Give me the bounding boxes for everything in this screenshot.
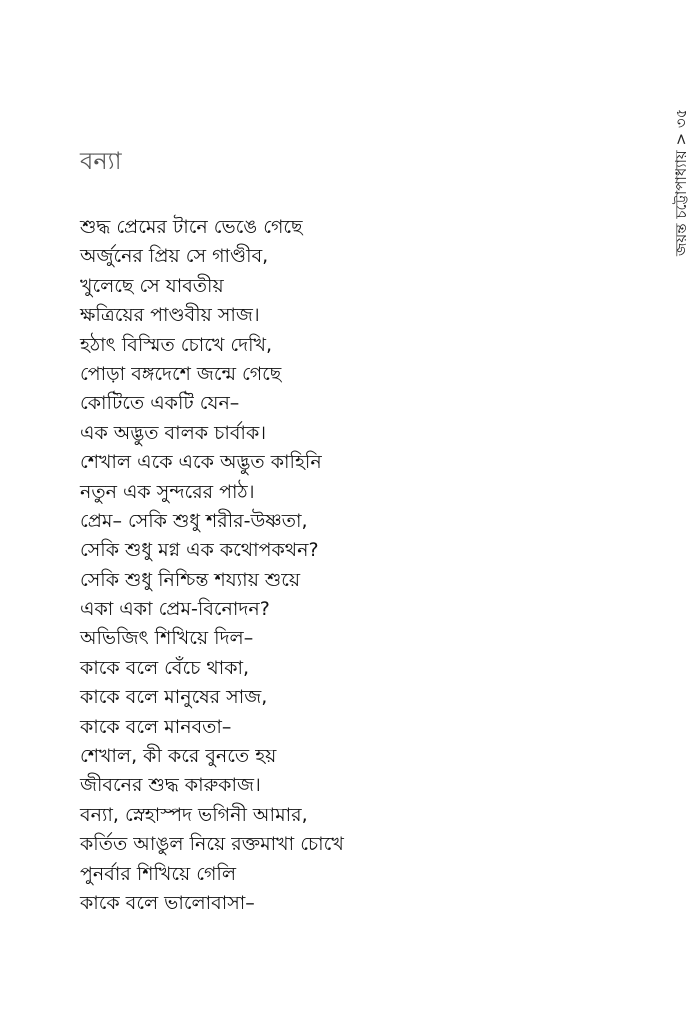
running-head	[670, 86, 692, 256]
poem-line: ক্ষত্রিয়ের পাণ্ডবীয় সাজ।	[80, 304, 260, 327]
poem-body	[80, 213, 344, 918]
poem-line: কাকে বলে মানবতা–	[80, 715, 232, 738]
poem-line: শেখাল একে একে অদ্ভুত কাহিনি	[80, 451, 322, 474]
poem-line: হঠাৎ বিস্মিত চোখে দেখি,	[80, 333, 273, 356]
poem-line: অভিজিৎ শিখিয়ে দিল–	[80, 627, 254, 650]
poem-line: সেকি শুধু মগ্ন এক কথোপকথন?	[80, 539, 319, 562]
poem-title: বন্যা	[80, 147, 122, 175]
poem-line: শুদ্ধ প্রেমের টানে ভেঙে গেছে	[80, 216, 303, 238]
poem-line: কাকে বলে বেঁচে থাকা,	[80, 656, 250, 679]
running-head-text: জয়ন্ত চট্টোপাধ্যায় > ৩৫	[672, 108, 690, 256]
poem-line: এক অদ্ভুত বালক চার্বাক।	[80, 421, 267, 444]
poem-line: নতুন এক সুন্দরের পাঠ।	[80, 480, 255, 503]
poem-line: একা একা প্রেম-বিনোদন?	[80, 598, 270, 621]
poem-line: কর্তিত আঙুল নিয়ে রক্তমাখা চোখে	[80, 833, 344, 856]
poem-line: কোটিতে একটি যেন–	[80, 392, 240, 415]
poem-line: সেকি শুধু নিশ্চিন্ত শয্যায় শুয়ে	[80, 568, 301, 591]
poem-line: প্রেম– সেকি শুধু শরীর-উষ্ণতা,	[80, 509, 308, 532]
poem-line: খুলেছে সে যাবতীয়	[80, 274, 224, 297]
poem-line: শেখাল, কী করে বুনতে হয়	[80, 745, 277, 768]
poem-line: জীবনের শুদ্ধ কারুকাজ।	[80, 774, 261, 797]
poem-line: পোড়া বঙ্গদেশে জন্মে গেছে	[80, 362, 282, 385]
poem-line: পুনর্বার শিখিয়ে গেলি	[80, 862, 237, 885]
poem-line: অর্জুনের প্রিয় সে গাণ্ডীব,	[80, 245, 269, 268]
poem-line: কাকে বলে ভালোবাসা–	[80, 891, 255, 914]
poem-line: কাকে বলে মানুষের সাজ,	[80, 686, 268, 709]
poem-line: বন্যা, স্নেহাস্পদ ভগিনী আমার,	[80, 803, 308, 826]
